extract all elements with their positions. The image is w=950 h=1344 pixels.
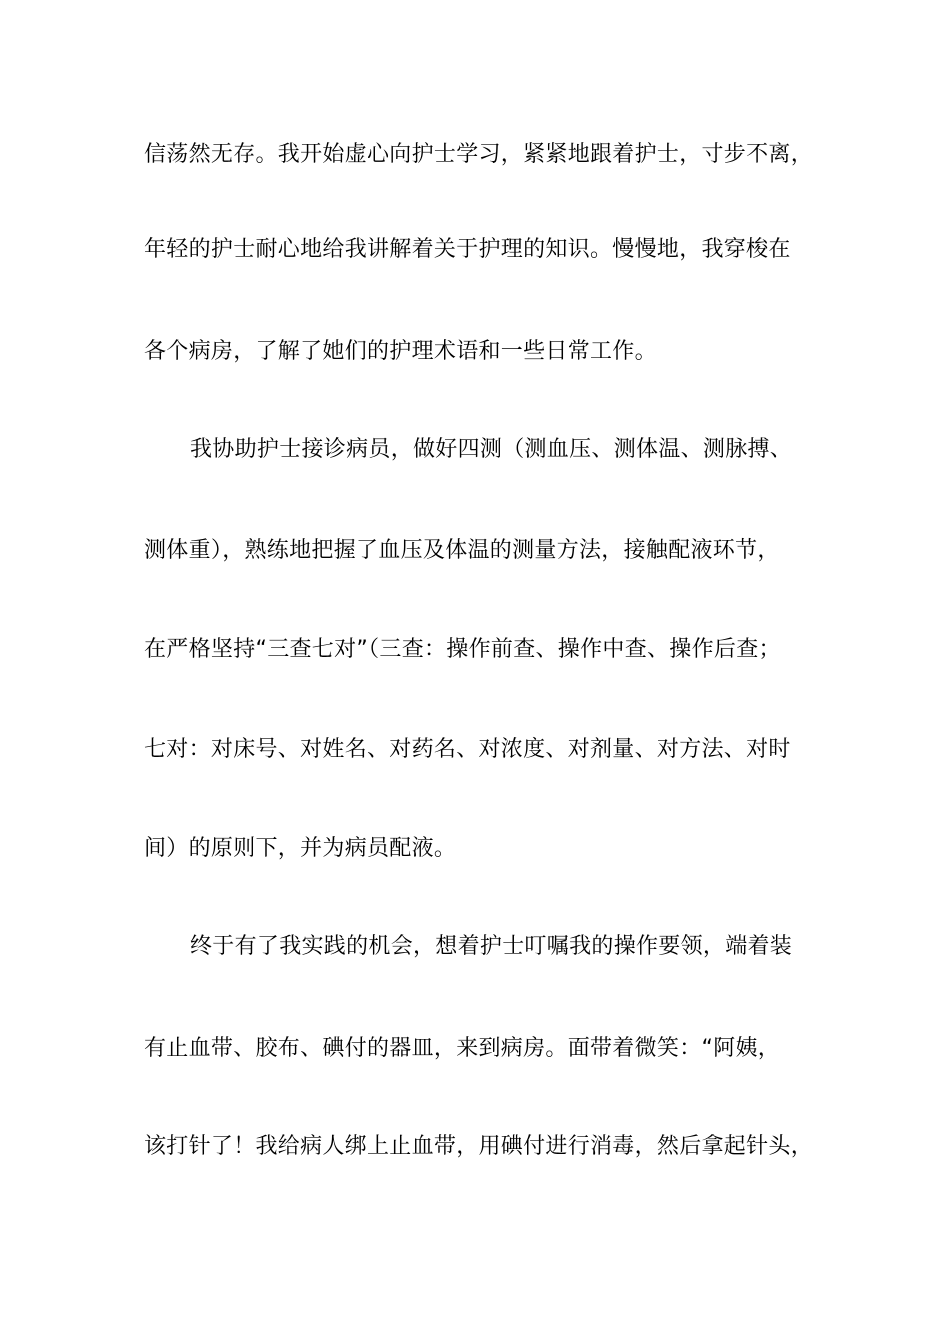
text-line: 在严格坚持“三查七对”（三查：操作前查、操作中查、操作后查； <box>144 637 781 662</box>
text-line: 信荡然无存。我开始虚心向护士学习，紧紧地跟着护士，寸步不离， <box>144 142 814 167</box>
text-line: 该打针了！我给病人绑上止血带，用碘付进行消毒，然后拿起针头， <box>144 1134 814 1159</box>
text-line: 各个病房，了解了她们的护理术语和一些日常工作。 <box>144 339 657 364</box>
text-line: 测体重），熟练地把握了血压及体温的测量方法，接触配液环节， <box>144 538 780 563</box>
text-line: 七对：对床号、对姓名、对药名、对浓度、对剂量、对方法、对时 <box>144 737 791 762</box>
text-line: 间）的原则下，并为病员配液。 <box>144 836 457 861</box>
paragraph-first-line: 终于有了我实践的机会，想着护士叮嘱我的操作要领，端着装 <box>190 934 793 959</box>
text-line: 年轻的护士耐心地给我讲解着关于护理的知识。慢慢地，我穿梭在 <box>144 237 791 262</box>
paragraph-first-line: 我协助护士接诊病员，做好四测（测血压、测体温、测脉搏、 <box>190 437 793 462</box>
text-line: 有止血带、胶布、碘付的器皿，来到病房。面带着微笑：“阿姨， <box>144 1036 781 1061</box>
